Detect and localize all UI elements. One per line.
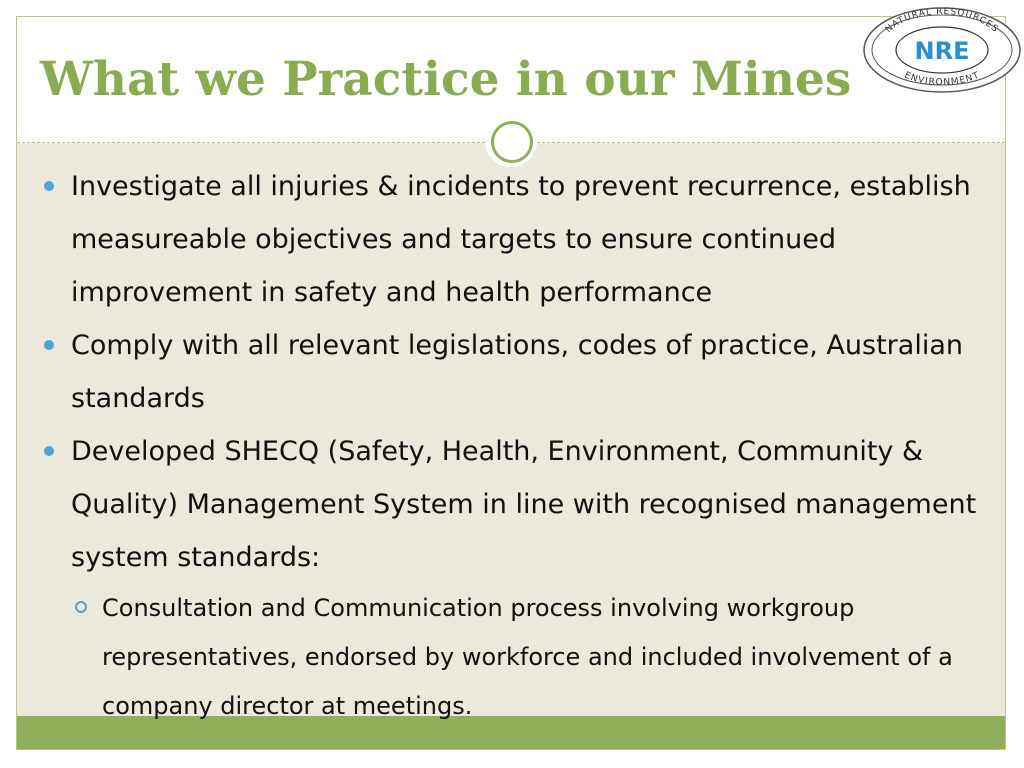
bullet-text: Investigate all injuries & incidents to prevent recurrence, establish measureable objectives and targets to ensure continued improvement in safety and health performance (71, 171, 971, 308)
nre-logo (862, 4, 1022, 94)
divider-circle-icon (491, 121, 533, 163)
logo-top-text: NATURAL RESOURCES (883, 6, 1001, 35)
bullet-text: Comply with all relevant legislations, codes of practice, Australian standards (71, 330, 963, 414)
bullet-list (40, 160, 990, 731)
list-item (40, 160, 990, 319)
bullet-dot-icon (44, 181, 54, 191)
list-item (40, 319, 990, 425)
bullet-dot-icon (44, 446, 54, 456)
slide-title: What we Practice in our Mines (40, 52, 852, 107)
bullet-text: Developed SHECQ (Safety, Health, Environment, Community & Quality) Management System in line with recognised management system standards: (71, 436, 977, 573)
hollow-bullet-icon (75, 601, 87, 613)
logo-bottom-text: ENVIRONMENT (902, 70, 982, 88)
bullet-dot-icon (44, 340, 54, 350)
logo-center-text: NRE (914, 37, 970, 65)
sub-list-item (71, 584, 990, 731)
sub-bullet-text: Consultation and Communication process involving workgroup representatives, endorsed by workforce and included involvement of a company director at meetings. (102, 594, 953, 720)
list-item (40, 425, 990, 584)
